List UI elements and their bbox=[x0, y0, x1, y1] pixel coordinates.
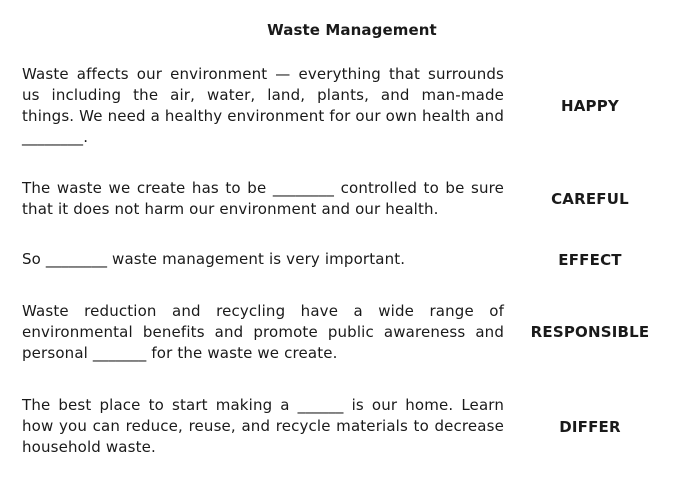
exercise-text-2: The waste we create has to be ________ controlled to be sure that it does not harm our environment and our health. bbox=[22, 178, 504, 218]
exercise-text-1: Waste affects our environment — everything that surrounds us including the air, water, land, plants, and man-made things. We need a healthy environment for our own health and ________. bbox=[22, 65, 504, 146]
exercise-row-3 bbox=[22, 249, 668, 270]
word-prompt-3: EFFECT bbox=[558, 250, 622, 269]
exercise-text-5: The best place to start making a ______ is our home. Learn how you can reduce, reuse, and recycle materials to decrease household waste. bbox=[22, 396, 504, 456]
exercise-text-4: Waste reduction and recycling have a wide range of environmental benefits and promote public awareness and personal _______ for the waste we create. bbox=[22, 301, 504, 362]
word-prompt-4: RESPONSIBLE bbox=[530, 323, 650, 341]
word-prompt-2: CAREFUL bbox=[551, 189, 629, 208]
exercise-row-1 bbox=[22, 63, 668, 149]
exercise-row-4 bbox=[22, 289, 668, 375]
exercise-text-3: So ________ waste management is very important. bbox=[22, 250, 406, 268]
page-title: Waste Management bbox=[267, 21, 437, 39]
word-prompt-5: DIFFER bbox=[559, 417, 621, 436]
exercise-row-2 bbox=[22, 166, 668, 231]
exercise-row-5 bbox=[22, 395, 668, 458]
word-prompt-1: HAPPY bbox=[560, 97, 619, 115]
